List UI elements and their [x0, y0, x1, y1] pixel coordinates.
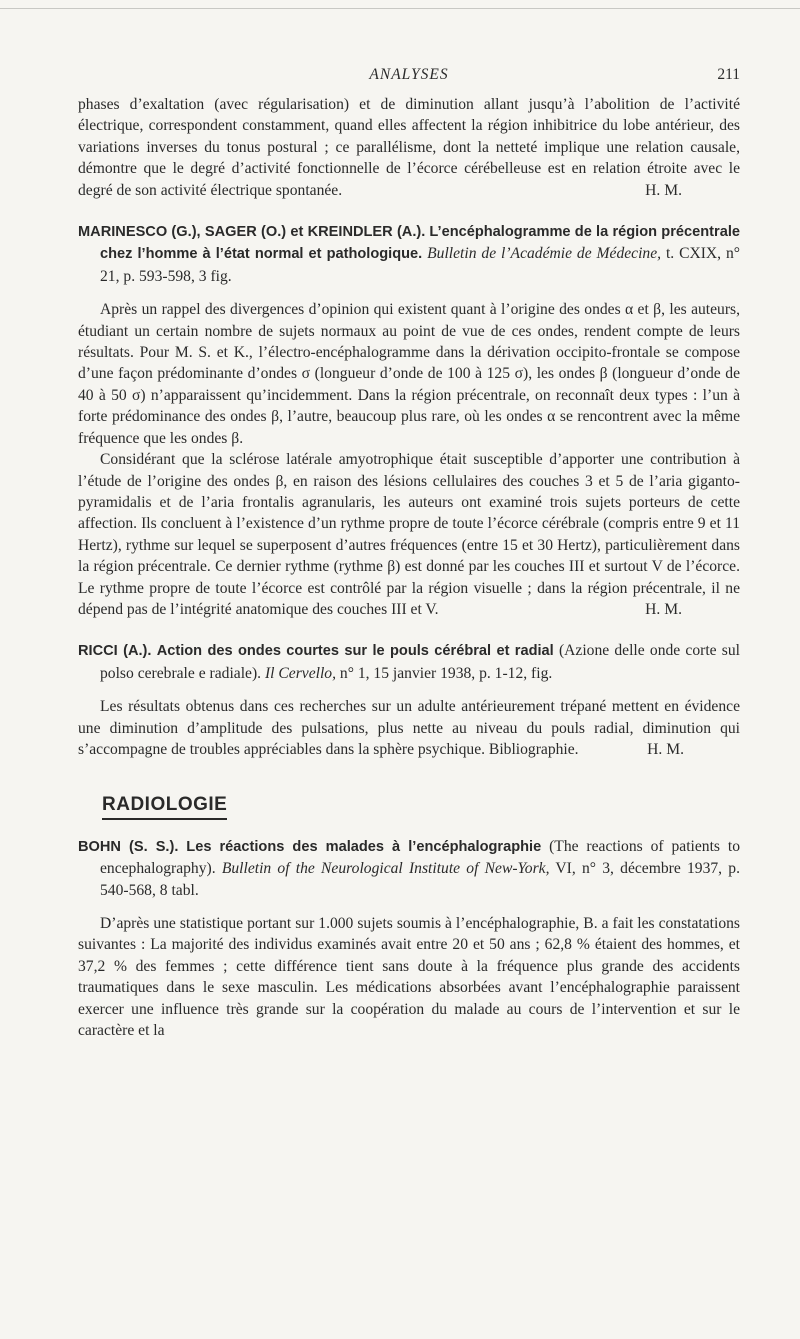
- continued-abstract: [78, 94, 740, 201]
- reviewer-signature: H. M.: [645, 181, 682, 199]
- abstract-paragraph: [78, 696, 740, 760]
- entry-source-journal: Bulletin de l’Académie de Médecine,: [427, 245, 662, 263]
- running-head: [78, 64, 740, 86]
- abstract-text: phases d’exaltation (avec régularisation) et de diminution allant jusqu’à l’abolition de l’activité électrique, correspondent constamment, quand elles affectent la région inhibitrice du lobe antérieur, des variations inverses du tonus postural ; ce parallélisme, dont la netteté implique une relation causale, démontre que le degré d’activité fonctionnelle de l’écorce cérébelleuse est en relation étroite avec le degré de son activité électrique spontanée.: [78, 96, 740, 199]
- entry-source-journal: Bulletin of the Neurological Institute of New-York,: [221, 860, 550, 878]
- entry-source-details: n° 1, 15 janvier 1938, p. 1-12, fig.: [339, 664, 553, 682]
- abstract-paragraph: Après un rappel des divergences d’opinion qui existent quant à l’origine des ondes α et β, les auteurs, étudiant un certain nombre de sujets normaux au point de vue de ces ondes, rendent compte de leurs résultats. Pour M. S. et K., l’électro-encéphalogramme dans la dérivation occipito-frontale se compose d’une façon prédominante d’ondes σ (longueur d’onde de 100 à 125 σ), les ondes β (longueur d’onde de 40 à 50 σ) n’apparaissent qu’incidemment. Dans la région précentrale, on reconnaît deux types : l’un à forte prédominance des ondes β, l’autre, beaucoup plus rare, où les ondes α se rencontrent avec la même fréquence que les ondes β.: [78, 301, 740, 447]
- bibliographic-entry: [78, 640, 740, 684]
- abstract-block: [78, 449, 740, 620]
- entry-title: Les réactions des malades à l’encéphalographie: [186, 838, 542, 855]
- bibliographic-entry: [78, 836, 740, 901]
- entry-title: Action des ondes courtes sur le pouls cérébral et radial: [156, 643, 554, 660]
- reviewer-signature: H. M.: [645, 600, 682, 618]
- page-number: 211: [717, 66, 740, 83]
- page-top-rule: [0, 8, 800, 9]
- abstract-paragraph: [78, 94, 740, 201]
- entry-original-title: (The reactions of patients to encephalography).: [100, 837, 740, 878]
- abstract-paragraph: D’après une statistique portant sur 1.000 sujets soumis à l’encéphalographie, B. a fait les constatations suivantes : La majorité des individus examinés avait entre 20 et 50 ans ; 62,8 % étaient des hommes, et 37,2 % des femmes ; cette différence tient sans doute à la fréquence plus grande des accidents traumatiques dans le sexe masculin. Les médications absorbées avant l’encéphalographie paraissent exercer une influence très grande sur la coopération du malade au cours de l’intervention et sur le caractère et la: [78, 915, 740, 1040]
- entry-title: L’encéphalogramme de la région précentrale chez l’homme à l’état normal et pathologique.: [100, 224, 740, 263]
- entry-source-details: VI, n° 3, décembre 1937, p. 540-568, 8 tabl.: [100, 860, 740, 899]
- abstract-text: Considérant que la sclérose latérale amyotrophique était susceptible d’apporter une contribution à l’étude de l’origine des ondes β, en raison des lésions cellulaires des couches 3 et 5 de l’aria giganto-pyramidalis et de l’aria frontalis agranularis, les auteurs ont examiné trois sujets porteurs de cette affection. Ils concluent à l’existence d’un rythme propre de toute l’écorce cérébrale (compris entre 9 et 11 Hertz), rythme sur lequel se superposent d’autres fréquences (entre 15 et 30 Hertz), particulièrement dans la région précentrale. Ce dernier rythme (rythme β) est donné par les couches III et surtout V de l’écorce. Le rythme propre de toute l’écorce est contrôlé par la région visuelle ; dans la région précentrale, il ne dépend pas de l’intégrité anatomique des couches III et V.: [78, 451, 740, 618]
- abstract-text: Les résultats obtenus dans ces recherches sur un adulte antérieurement trépané mettent en évidence une diminution d’amplitude des pulsations, plus nette au niveau du pouls radial, diminution qui s’accompagne de troubles appréciables dans la sphère psychique. Bibliographie.: [78, 698, 740, 758]
- entry-source-details: t. CXIX, n° 21, p. 593-598, 3 fig.: [100, 245, 741, 285]
- entry-source-journal: Il Cervello,: [264, 664, 336, 682]
- entry-authors: MARINESCO (G.), SAGER (O.) et KREINDLER (A.).: [78, 224, 426, 241]
- entry-authors: BOHN (S. S.).: [78, 838, 179, 855]
- entry-citation: [78, 836, 740, 901]
- entry-citation: [78, 221, 740, 287]
- entry-authors: RICCI (A.).: [78, 643, 152, 660]
- section-heading: RADIOLOGIE: [102, 794, 227, 819]
- bibliographic-entry: [78, 221, 740, 287]
- reviewer-signature: H. M.: [647, 740, 684, 758]
- journal-page: [78, 64, 740, 1041]
- entry-citation: [78, 640, 740, 684]
- running-head-title: ANALYSES: [369, 66, 449, 83]
- abstract-block: [78, 696, 740, 760]
- entry-original-title: (Azione delle onde corte sul polso cerebrale e radiale).: [100, 642, 740, 682]
- abstract-paragraph: [78, 449, 740, 620]
